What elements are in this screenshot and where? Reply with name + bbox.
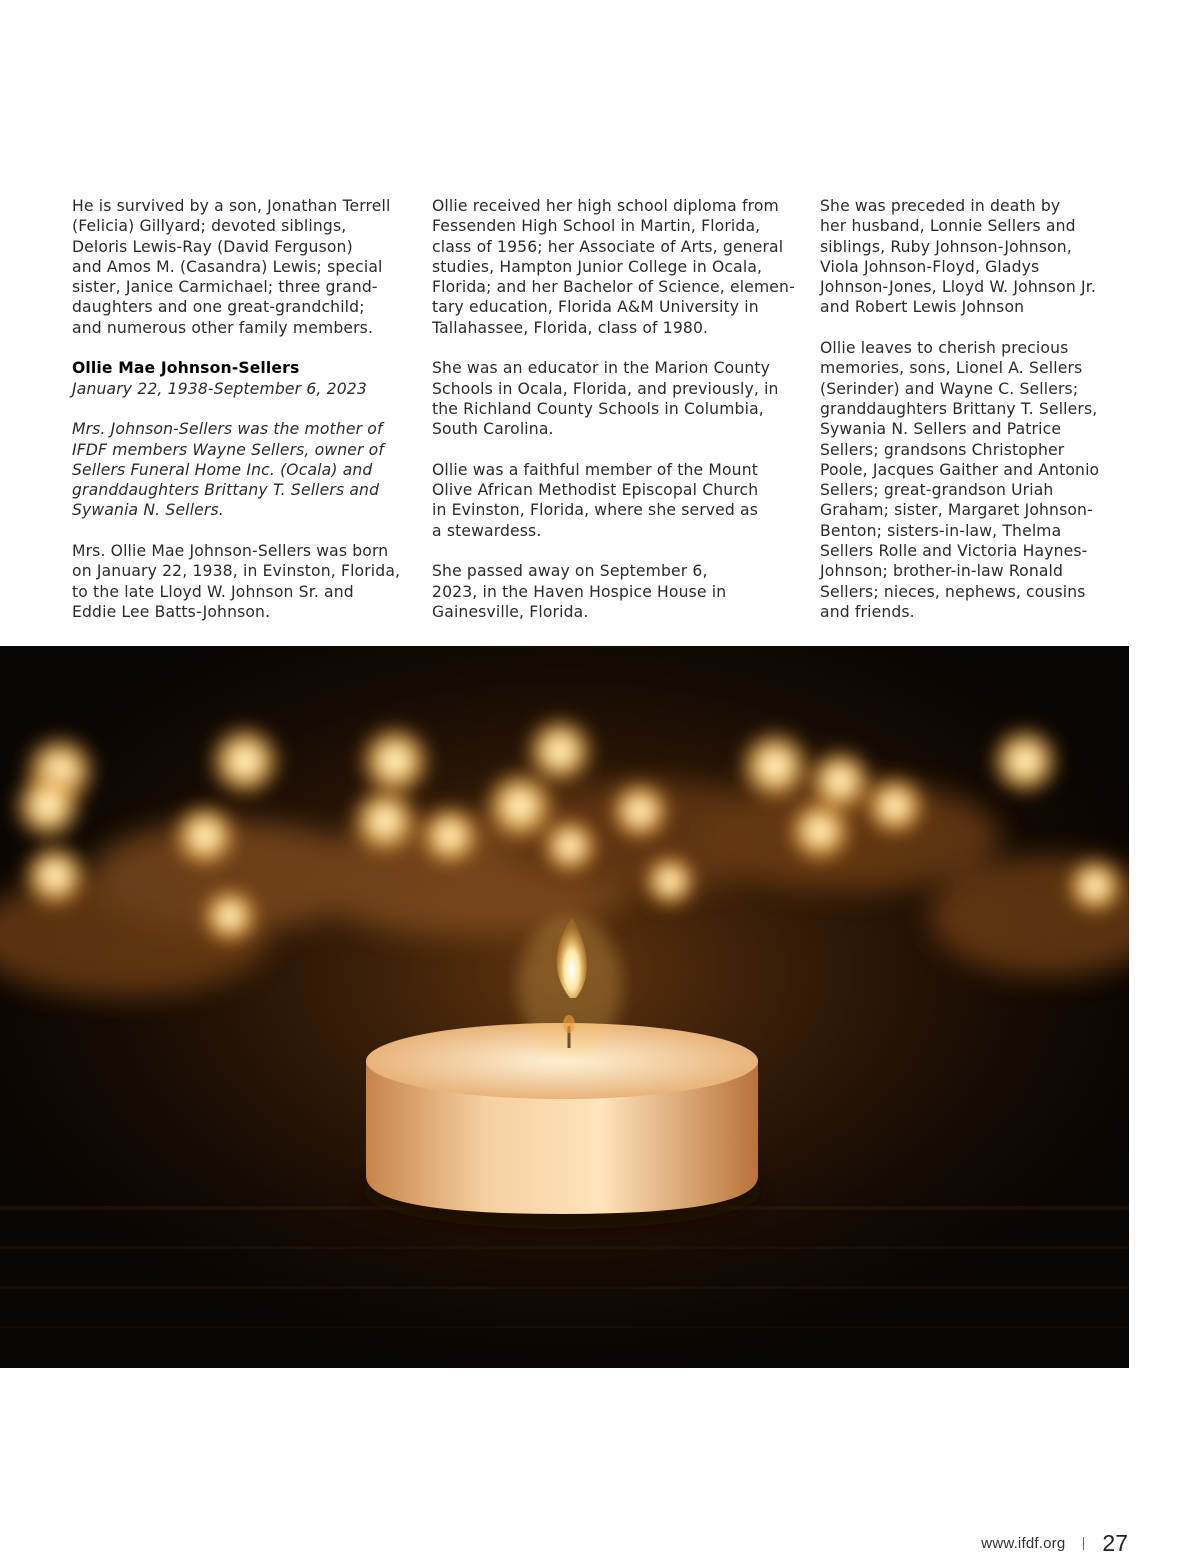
survivors-paragraph: He is survived by a son, Jonathan Terrell (Felicia) Gillyard; devoted siblings, Deloris Lewis-Ray (David Ferguson) and Amos M. (Casandra) Lewis; special sister, Janice Carmichael; three grand- daughters and one great-grandchild; and numerous other family members. [72, 197, 391, 337]
article-column-3 [820, 196, 1130, 643]
education-paragraph: Ollie received her high school diploma from Fessenden High School in Martin, Florida, class of 1956; her Associate of Arts, general studies, Hampton Junior College in Ocala, Florida; and her Bachelor of Science, elemen- tary education, Florida A&M University in Tallahassee, Florida, class of 1980. [432, 197, 795, 337]
article-column-2 [432, 196, 802, 643]
website-url: www.ifdf.org [981, 1535, 1066, 1552]
career-paragraph: She was an educator in the Marion County Schools in Ocala, Florida, and previously, in the Richland County Schools in Columbia, South Carolina. [432, 359, 779, 439]
footer-divider [1083, 1537, 1084, 1550]
page-number: 27 [1102, 1530, 1128, 1556]
survived-by-paragraph: Ollie leaves to cherish precious memories, sons, Lionel A. Sellers (Serinder) and Wayne C. Sellers; granddaughters Brittany T. Sellers, Sywania N. Sellers and Patrice Sellers; grandsons Christopher Poole, Jacques Gaither and Antonio Sellers; great-grandson Uriah Graham; sister, Margaret Johnson- Benton; sisters-in-law, Thelma Sellers Rolle and Victoria Haynes- Johnson; brother-in-law Ronald Sellers; nieces, nephews, cousins and friends. [820, 339, 1100, 621]
preceded-paragraph: She was preceded in death by her husband, Lonnie Sellers and siblings, Ruby Johnson-Johnson, Viola Johnson-Floyd, Gladys Johnson-Jones, Lloyd W. Johnson Jr. and Robert Lewis Johnson [820, 197, 1096, 317]
candles-photo [0, 646, 1129, 1368]
obituary-dates: January 22, 1938-September 6, 2023 [72, 379, 367, 398]
church-paragraph: Ollie was a faithful member of the Mount Olive African Methodist Episcopal Church in Evinston, Florida, where she served as a stewardess. [432, 460, 759, 540]
passing-paragraph: She passed away on September 6, 2023, in the Haven Hospice House in Gainesville, Florida. [432, 562, 727, 621]
article-column-1 [72, 196, 417, 643]
member-note-paragraph: Mrs. Johnson-Sellers was the mother of IFDF members Wayne Sellers, owner of Sellers Funeral Home Inc. (Ocala) and granddaughters Brittany T. Sellers and Sywania N. Sellers. [72, 420, 385, 520]
obituary-name: Ollie Mae Johnson-Sellers [72, 359, 300, 378]
birth-paragraph: Mrs. Ollie Mae Johnson-Sellers was born on January 22, 1938, in Evinston, Florida, to the late Lloyd W. Johnson Sr. and Eddie Lee Batts-Johnson. [72, 542, 401, 621]
page-footer [981, 1530, 1128, 1557]
